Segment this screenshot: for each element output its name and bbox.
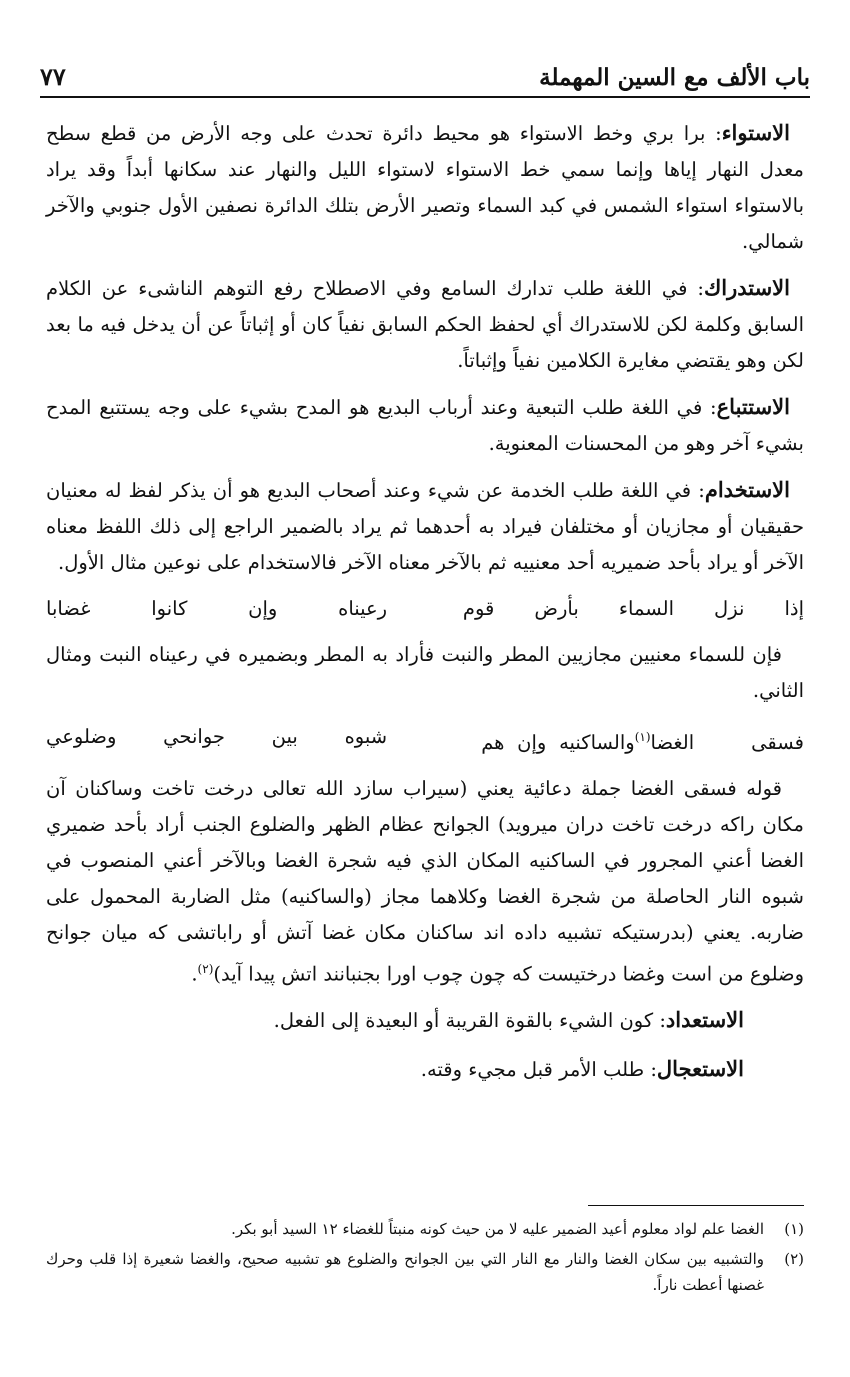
footnote-ref[interactable]: (٢) bbox=[197, 961, 214, 976]
entry-term: الاستعجال bbox=[656, 1056, 744, 1081]
commentary-text: قوله فسقى الغضا جملة دعائية يعني (سيراب سازد الله تعالى درخت تاخت وساكنان آن مكان راكه درخت تاخت دران ميرويد) الجوانح عظام الظهر والضلوع الجنب أراد بأحد ضميري الغضا أعني المجرور في الساكنيه المكان الذي فيه شجرة الغضا وبالآخر أعني المنصوب في شبوه النار الحاصلة من شجرة الغضا وكلاهما مجاز (والساكنيه) مثل الضاربة المحمول على ضاربه. يعني (بدرستيكه تشبيه داده اند ساكنان مكان غضا آتش أو راباتشى كه ميان جوانح وضلوع من است وغضا درختيست كه چون چوب اورا بجنبانند اتش پيدا آيد) bbox=[46, 776, 804, 985]
verse-first-hemistich: إذا نزل السماء بأرض قوم bbox=[462, 597, 804, 620]
footnote-rule bbox=[588, 1205, 804, 1206]
verse-second-hemistich: رعيناه وإن كانوا غضابا bbox=[46, 597, 388, 620]
entry-text: : في اللغة طلب الخدمة عن شيء وعند أصحاب البديع هو أن يذكر لفظ له معنيان حقيقيان أو مجازيان أو مختلفان فيراد به أحدهما ثم يراد بالضمير الراجع إلى ذلك اللفظ معناه الآخر أو يراد بأحد ضميريه أحد معنييه ثم بالآخر معناه الآخر فالاستخدام على نوعين مثال الأول. bbox=[46, 479, 804, 574]
footnote-number: (٢) bbox=[784, 1250, 804, 1268]
entry-istijal bbox=[46, 1051, 804, 1088]
entry-term: الاستتباع bbox=[716, 394, 790, 419]
verse-two bbox=[46, 719, 804, 761]
entry-istidad bbox=[46, 1002, 804, 1039]
page-body bbox=[46, 115, 804, 1100]
entry-text: : في اللغة طلب تدارك السامع وفي الاصطلاح رفع التوهم الناشىء عن الكلام السابق وكلمة لكن للاستدراك أي لحفظ الحكم السابق نفياً كان أو إثباتاً عن أن يدخل فيه ما بعد لكن وهو يقتضي مغايرة الكلامين نفياً وإثباتاً. bbox=[46, 277, 804, 372]
entry-istidrak bbox=[46, 270, 804, 379]
entry-istiwa bbox=[46, 115, 804, 260]
page-header bbox=[40, 55, 810, 91]
entry-text: : في اللغة طلب التبعية وعند أرباب البديع هو المدح بشيء على وجه يستتبع المدح بشيء آخر وهو من المحسنات المعنوية. bbox=[46, 396, 804, 455]
footnotes bbox=[46, 1216, 804, 1302]
footnote bbox=[46, 1216, 804, 1242]
entry-term: الاستعداد bbox=[665, 1007, 744, 1032]
entry-text: : برا بري وخط الاستواء هو محيط دائرة تحدث على وجه الأرض من قطع سطح معدل النهار إياها وإنما سمي خط الاستواء لاستواء الليل والنهار عند سكانها أبداً وقد يراد بالاستواء استواء الشمس في كبد السماء وتصير الأرض بتلك الدائرة نصفين الأول جنوبي والآخر شمالي. bbox=[46, 122, 804, 253]
footnote-ref[interactable]: (١) bbox=[634, 730, 651, 744]
footnote-number: (١) bbox=[784, 1220, 804, 1238]
footnote bbox=[46, 1246, 804, 1298]
entry-istitba bbox=[46, 389, 804, 462]
entry-term: الاستخدام bbox=[704, 477, 790, 502]
footnote-text: والتشبيه بين سكان الغضا والنار مع النار التي بين الجوانح والضلوع هو تشبيه صحيح، والغضا شعيرة إذا قلب وحرك غصنها أعطت ناراً. bbox=[46, 1250, 764, 1294]
entry-istikhdam bbox=[46, 472, 804, 581]
footnote-text: الغضا علم لواد معلوم أعيد الضمير عليه لا من حيث كونه منبتاً للغضاء ١٢ السيد أبو بكر. bbox=[231, 1220, 764, 1238]
chapter-title: باب الألف مع السين المهملة bbox=[539, 64, 810, 91]
entry-text: : طلب الأمر قبل مجيء وقته. bbox=[420, 1058, 657, 1081]
entry-text: : كون الشيء بالقوة القريبة أو البعيدة إلى الفعل. bbox=[273, 1009, 666, 1032]
page-number: ٧٧ bbox=[40, 62, 66, 91]
entry-term: الاستواء bbox=[721, 120, 790, 145]
explanation-paragraph: فإن للسماء معنيين مجازيين المطر والنبت فأراد به المطر وبضميره في رعيناه النبت ومثال الثاني. bbox=[46, 643, 804, 702]
header-rule bbox=[40, 96, 810, 98]
verse-one bbox=[46, 591, 804, 627]
verse-text: والساكنيه وإن هم bbox=[481, 730, 635, 754]
verse-second-hemistich: شبوه بين جوانحي وضلوعي bbox=[46, 725, 388, 748]
verse-first-hemistich bbox=[463, 719, 804, 761]
entry-term: الاستدراك bbox=[703, 275, 790, 300]
verse-text: فسقى الغضا bbox=[650, 730, 804, 754]
commentary-paragraph: قوله فسقى الغضا جملة دعائية يعني (سيراب سازد الله تعالى درخت تاخت وساكنان آن مكان راكه درخت تاخت دران ميرويد) الجوانح عظام الظهر والضلوع الجنب أراد بأحد ضميري الغضا أعني المجرور في الساكنيه المكان الذي فيه شجرة الغضا وبالآخر أعني المنصوب في شبوه النار الحاصلة من شجرة الغضا وكلاهما مجاز (والساكنيه) مثل الضاربة المحمول على ضاربه. يعني (بدرستيكه تشبيه داده اند ساكنان مكان غضا آتش أو راباتشى كه ميان جوانح وضلوع من است وغضا درختيست كه چون چوب اورا بجنبانند اتش پيدا آيد)$^{(٢)}$. bbox=[46, 776, 804, 985]
